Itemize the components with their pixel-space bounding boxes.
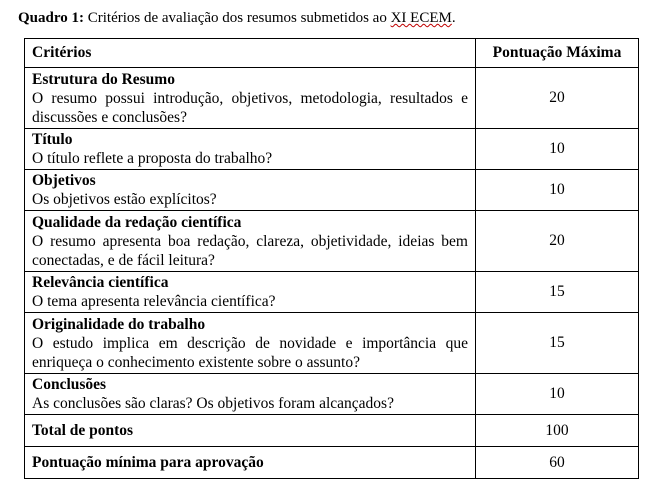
table-caption	[18, 9, 456, 27]
minimum-value: 60	[476, 447, 639, 479]
criterion-cell	[25, 313, 476, 374]
criterion-score: 10	[476, 374, 639, 415]
criterion-cell	[25, 129, 476, 170]
criterion-score: 15	[476, 313, 639, 374]
criterion-name: Qualidade da redação científica	[32, 213, 242, 231]
table-row	[25, 170, 639, 211]
criterion-cell	[25, 211, 476, 272]
criterion-score: 10	[476, 170, 639, 211]
criterion-description: Os objetivos estão explícitos?	[32, 191, 217, 208]
criterion-score: 20	[476, 211, 639, 272]
criterion-description: O título reflete a proposta do trabalho?	[32, 150, 273, 167]
criterion-cell	[25, 374, 476, 415]
table-row	[25, 313, 639, 374]
criterion-description: As conclusões são claras? Os objetivos foram alcançados?	[32, 395, 394, 412]
criterion-cell	[25, 68, 476, 129]
criteria-table	[24, 38, 639, 479]
table-row	[25, 68, 639, 129]
header-max-score: Pontuação Máxima	[476, 39, 639, 68]
minimum-label: Pontuação mínima para aprovação	[25, 447, 476, 479]
criterion-score: 20	[476, 68, 639, 129]
table-row	[25, 272, 639, 313]
table-header-row	[25, 39, 639, 68]
minimum-row	[25, 447, 639, 479]
table-row	[25, 374, 639, 415]
total-row	[25, 415, 639, 447]
total-value: 100	[476, 415, 639, 447]
criterion-name: Conclusões	[32, 376, 107, 393]
caption-text: Critérios de avaliação dos resumos submetidos ao	[87, 10, 391, 26]
header-criteria: Critérios	[25, 39, 476, 68]
criterion-score: 10	[476, 129, 639, 170]
criterion-name: Originalidade do trabalho	[32, 315, 206, 333]
table-row	[25, 129, 639, 170]
criterion-name: Objetivos	[32, 172, 96, 189]
criterion-description: O estudo implica em descrição de novidade e importância que enriqueça o conhecimento existente sobre o assunto?	[32, 334, 468, 371]
criterion-score: 15	[476, 272, 639, 313]
criterion-name: Título	[32, 131, 73, 148]
caption-event-name: XI ECEM	[390, 10, 452, 26]
criterion-description: O resumo apresenta boa redação, clareza, objetividade, ideias bem conectadas, e de fácil leitura?	[32, 232, 468, 269]
table-row	[25, 211, 639, 272]
caption-end: .	[451, 10, 456, 26]
criterion-name: Relevância científica	[32, 274, 169, 291]
criterion-cell	[25, 170, 476, 211]
criterion-description: O tema apresenta relevância científica?	[32, 293, 276, 310]
criterion-name: Estrutura do Resumo	[32, 70, 175, 88]
caption-label: Quadro 1:	[18, 10, 84, 26]
total-label: Total de pontos	[25, 415, 476, 447]
criterion-description: O resumo possui introdução, objetivos, metodologia, resultados e discussões e conclusões?	[32, 89, 468, 126]
criterion-cell	[25, 272, 476, 313]
